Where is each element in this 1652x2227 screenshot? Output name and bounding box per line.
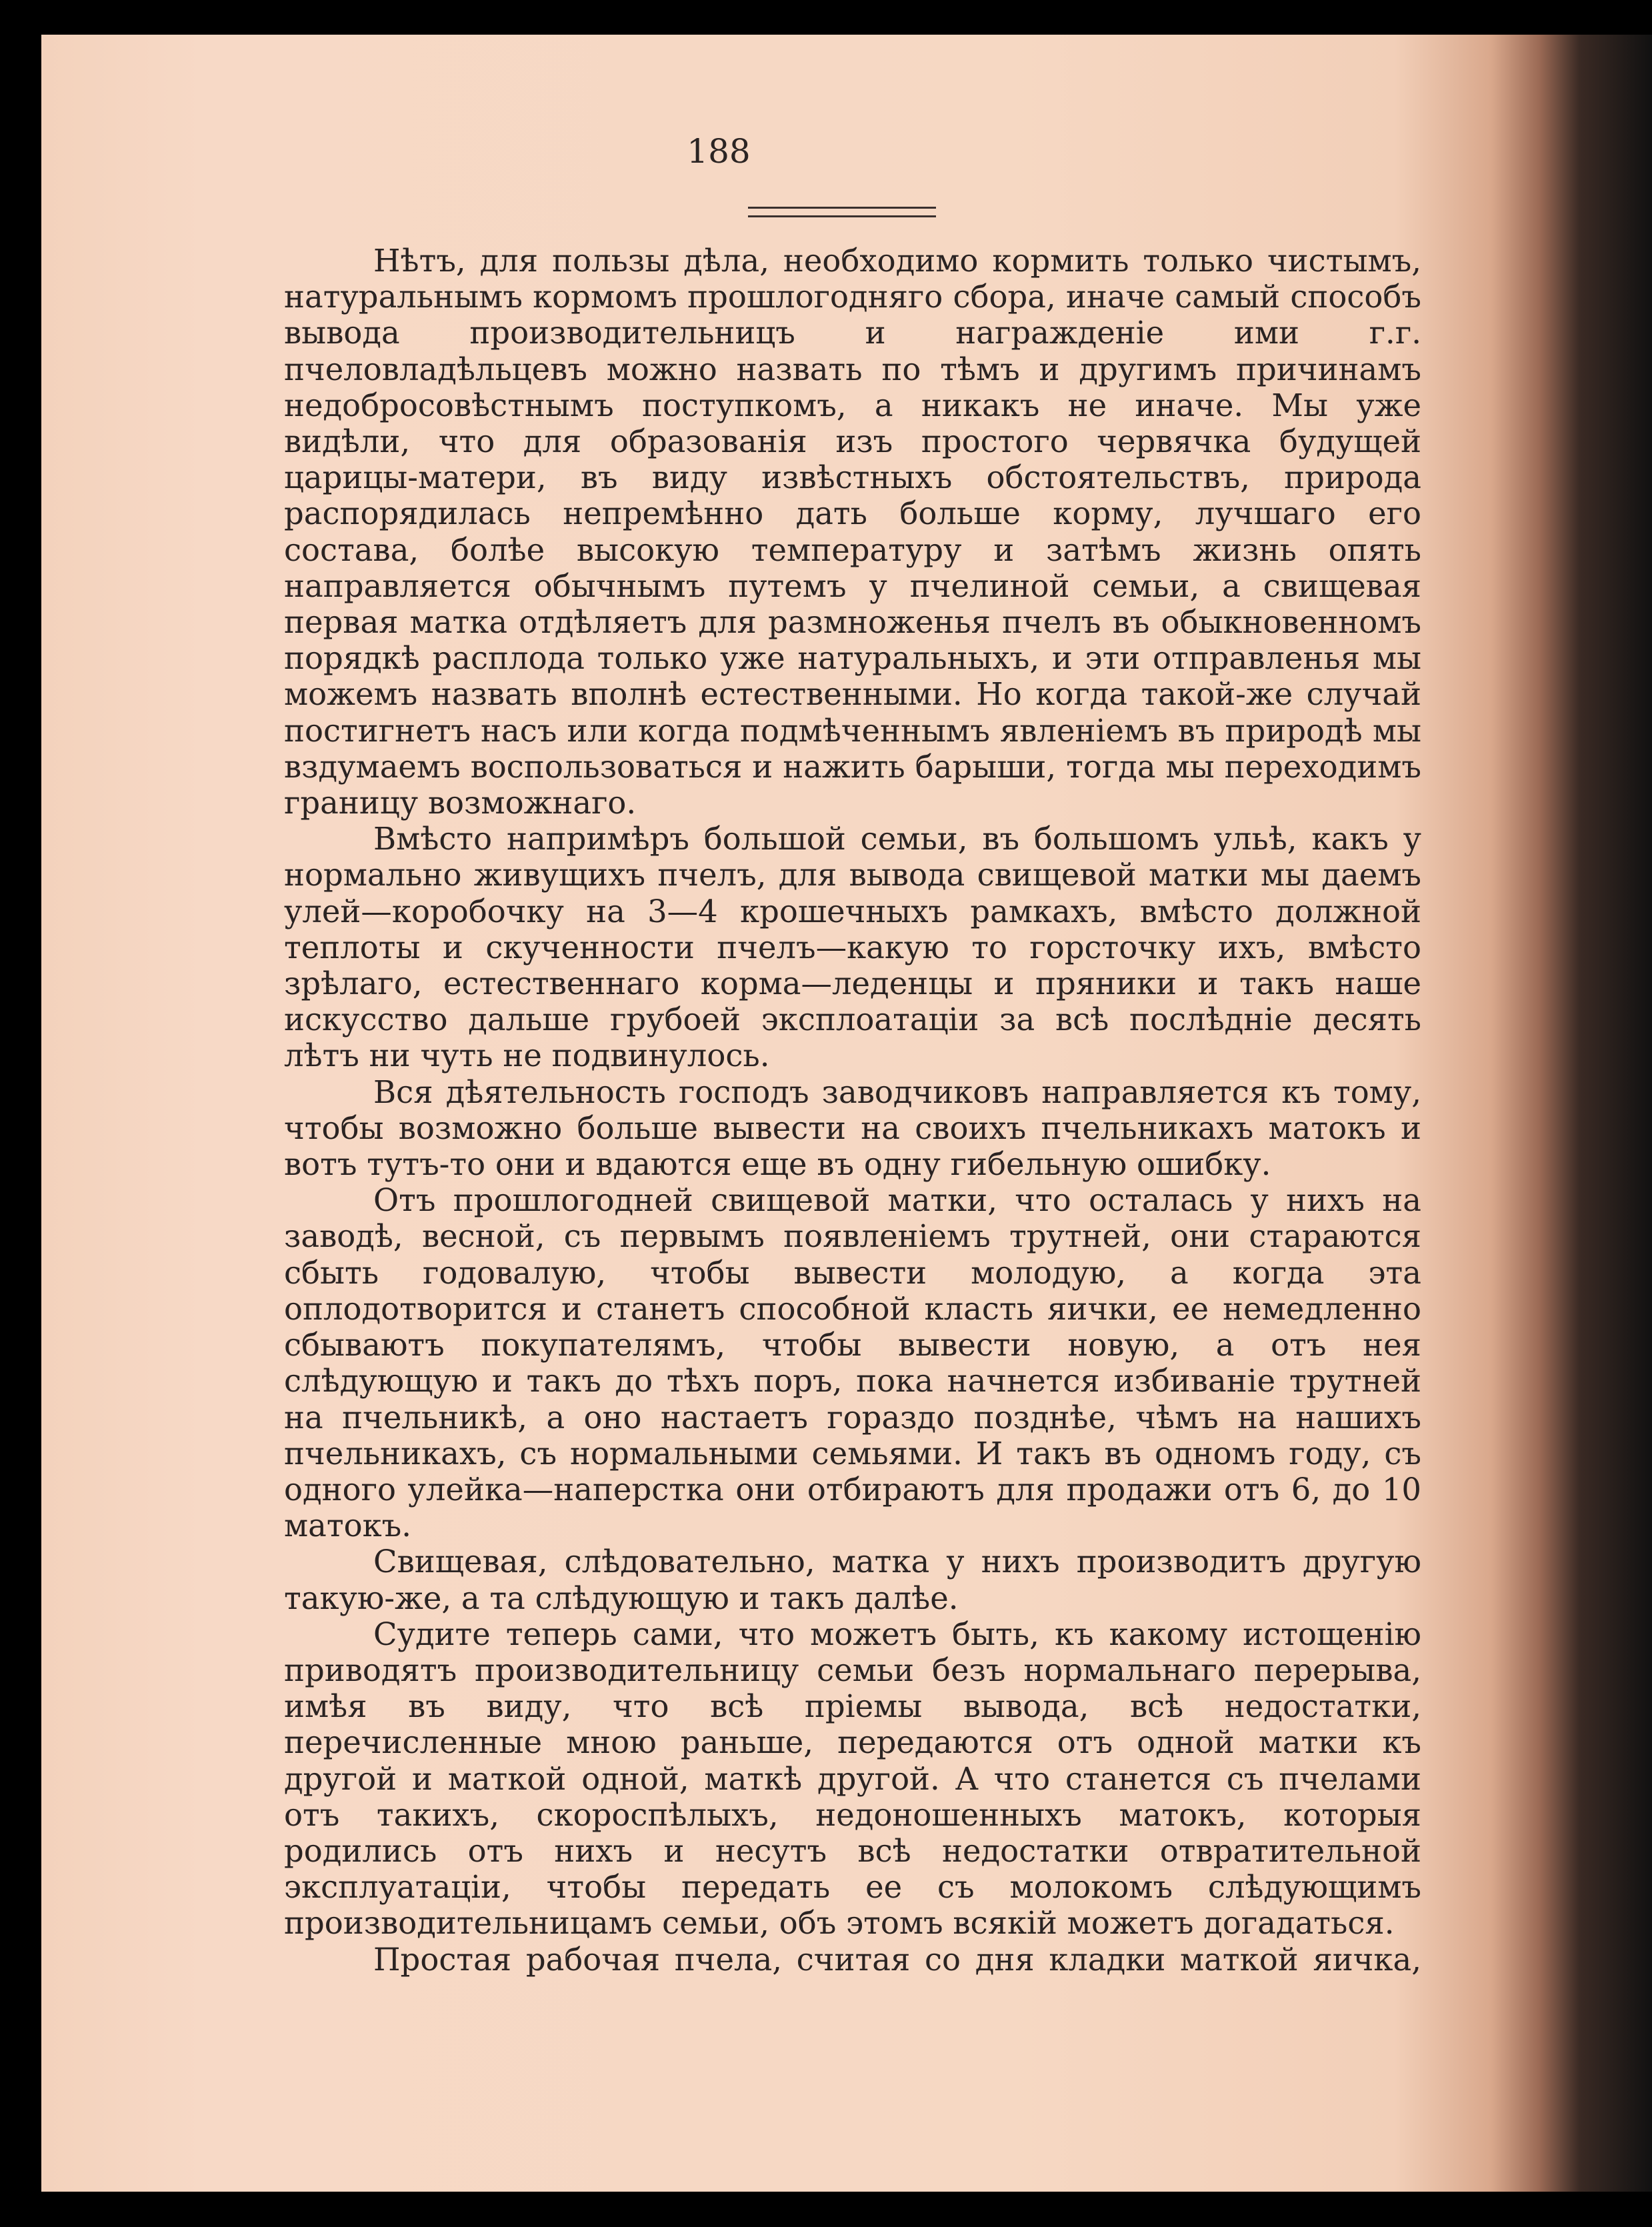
paragraph: Судите теперь сами, что можетъ быть, къ какому истощенію приводятъ производительницу семьи безъ нормальнаго перерыва, имѣя въ виду, что всѣ пріемы вывода, всѣ недостатки, перечисленные мною раньше, передаются отъ одной матки къ другой и маткой одной, маткѣ другой. А что станется съ пчелами отъ такихъ, скороспѣлыхъ, недоношенныхъ матокъ, которыя родились отъ нихъ и несутъ всѣ недостатки отвратительной эксплуатаціи, чтобы передать ее съ молокомъ слѣдующимъ производительницамъ семьи, объ этомъ всякій можетъ догадаться.	[284, 1616, 1421, 1942]
paragraph: Вся дѣятельность господъ заводчиковъ направляется къ тому, чтобы возможно больше вывести на своихъ пчельникахъ матокъ и вотъ тутъ-то они и вдаются еще въ одну гибельную ошибку.	[284, 1073, 1421, 1183]
paragraph: Отъ прошлогодней свищевой матки, что осталась у нихъ на заводѣ, весной, съ первымъ появленіемъ трутней, они стараются сбыть годовалую, чтобы вывести молодую, а когда эта оплодотворится и станетъ способной класть яички, ее немедленно сбываютъ покупателямъ, чтобы вывести новую, а отъ нея слѣдующую и такъ до тѣхъ поръ, пока начнется избиваніе трутней на пчельникѣ, а оно настаетъ гораздо позднѣе, чѣмъ на нашихъ пчельникахъ, съ нормальными семьями. И такъ въ одномъ году, съ одного улейка—наперстка они отбираютъ для продажи отъ 6, до 10 матокъ.	[284, 1182, 1421, 1544]
paragraph: Вмѣсто напримѣръ большой семьи, въ большомъ ульѣ, какъ у нормально живущихъ пчелъ, для вывода свищевой матки мы даемъ улей—коробочку на 3—4 крошечныхъ рамкахъ, вмѣсто должной теплоты и скученности пчелъ—какую то горсточку ихъ, вмѣсто зрѣлаго, естественнаго корма—леденцы и пряники и такъ наше искусство дальше грубоей эксплоатаціи за всѣ послѣдніе десять лѣтъ ни чуть не подвинулось.	[284, 821, 1421, 1074]
page-number: 188	[687, 132, 751, 171]
page-number-double-rule	[748, 207, 936, 217]
body-text	[284, 243, 1421, 1978]
paragraph: Нѣтъ, для пользы дѣла, необходимо кормить только чистымъ, натуральнымъ кормомъ прошлогодняго сбора, иначе самый способъ вывода производительницъ и награжденіе ими г.г. пчеловладѣльцевъ можно назвать по тѣмъ и другимъ причинамъ недобросовѣстнымъ поступкомъ, а никакъ не иначе. Мы уже видѣли, что для образованія изъ простого червячка будущей царицы-матери, въ виду извѣстныхъ обстоятельствъ, природа распорядилась непремѣнно дать больше корму, лучшаго его состава, болѣе высокую температуру и затѣмъ жизнь опять направляется обычнымъ путемъ у пчелиной семьи, а свищевая первая матка отдѣляетъ для размноженья пчелъ въ обыкновенномъ порядкѣ расплода только уже натуральныхъ, и эти отправленья мы можемъ назвать вполнѣ естественными. Но когда такой-же случай постигнетъ насъ или когда подмѣченнымъ явленіемъ въ природѣ мы вздумаемъ воспользоваться и нажить барыши, тогда мы переходимъ границу возможнаго.	[284, 243, 1421, 821]
paper-sheet	[41, 35, 1652, 2192]
paragraph: Свищевая, слѣдовательно, матка у нихъ производитъ другую такую-же, а та слѣдующую и такъ далѣе.	[284, 1544, 1421, 1616]
paragraph-continued: Простая рабочая пчела, считая со дня кладки маткой яичка,	[373, 1941, 1421, 1978]
